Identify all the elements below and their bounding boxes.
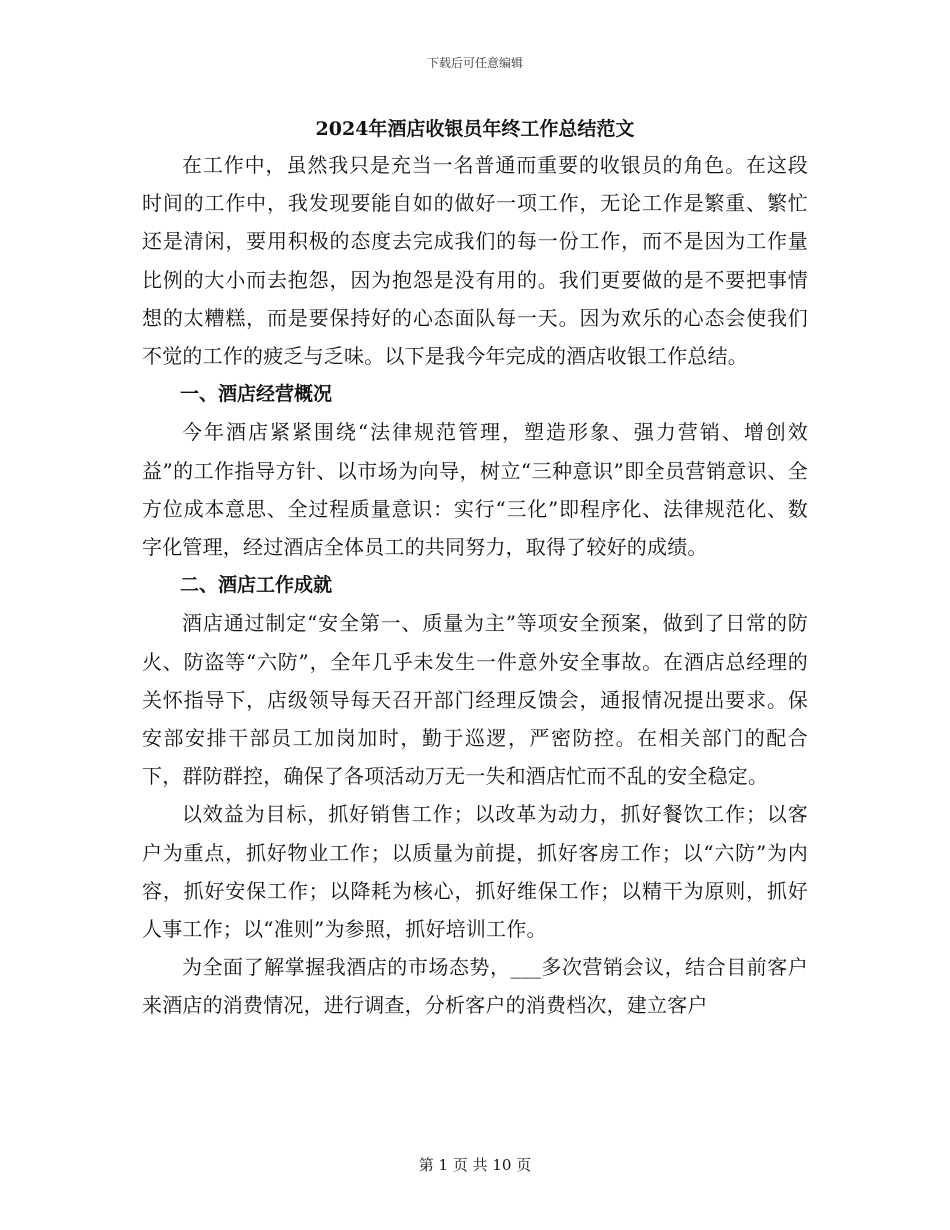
document-title: 2024年酒店收银员年终工作总结范文 xyxy=(315,118,635,140)
section2-heading: 二、酒店工作成就 xyxy=(180,574,333,597)
section2-paragraph-2: 以效益为目标，抓好销售工作；以改革为动力，抓好餐饮工作；以客户为重点，抓好物业工作；以质量为前提，抓好客房工作；以“六防”为内容，抓好安保工作；以降耗为核心，抓好维保工作；以精干为原则，抓好人事工作；以“准则”为参照，抓好培训工作。 xyxy=(142,802,808,942)
section2-paragraph-3: 为全面了解掌握我酒店的市场态势，___多次营销会议，结合目前客户来酒店的消费情况，进行调查，分析客户的消费档次，建立客户 xyxy=(142,955,808,1018)
intro-paragraph: 在工作中，虽然我只是充当一名普通而重要的收银员的角色。在这段时间的工作中，我发现要能自如的做好一项工作，无论工作是繁重、繁忙还是清闲，要用积极的态度去完成我们的每一份工作，而不是因为工作量比例的大小而去抱怨，因为抱怨是没有用的。我们更要做的是不要把事情想的太糟糕，而是要保持好的心态面队每一天。因为欢乐的心态会使我们不觉的工作的疲乏与乏味。以下是我今年完成的酒店收银工作总结。 xyxy=(142,153,808,369)
header-note: 下载后可任意编辑 xyxy=(426,56,523,70)
section1-paragraph: 今年酒店紧紧围绕“法律规范管理，塑造形象、强力营销、增创效益”的工作指导方针、以市场为向导，树立“三种意识”即全员营销意识、全方位成本意思、全过程质量意识：实行“三化”即程序化、法律规范化、数字化管理，经过酒店全体员工的共同努力，取得了较好的成绩。 xyxy=(142,420,808,560)
page-footer: 第 1 页 共 10 页 xyxy=(418,1156,532,1174)
section2-paragraph-1: 酒店通过制定“安全第一、质量为主”等项安全预案，做到了日常的防火、防盗等“六防”，全年几乎未发生一件意外安全事故。在酒店总经理的关怀指导下，店级领导每天召开部门经理反馈会，通报情况提出要求。保安部安排干部员工加岗加时，勤于巡逻，严密防控。在相关部门的配合下，群防群控，确保了各项活动万无一失和酒店忙而不乱的安全稳定。 xyxy=(142,611,808,789)
section1-heading: 一、酒店经营概况 xyxy=(180,383,333,406)
document-body xyxy=(142,112,808,1025)
